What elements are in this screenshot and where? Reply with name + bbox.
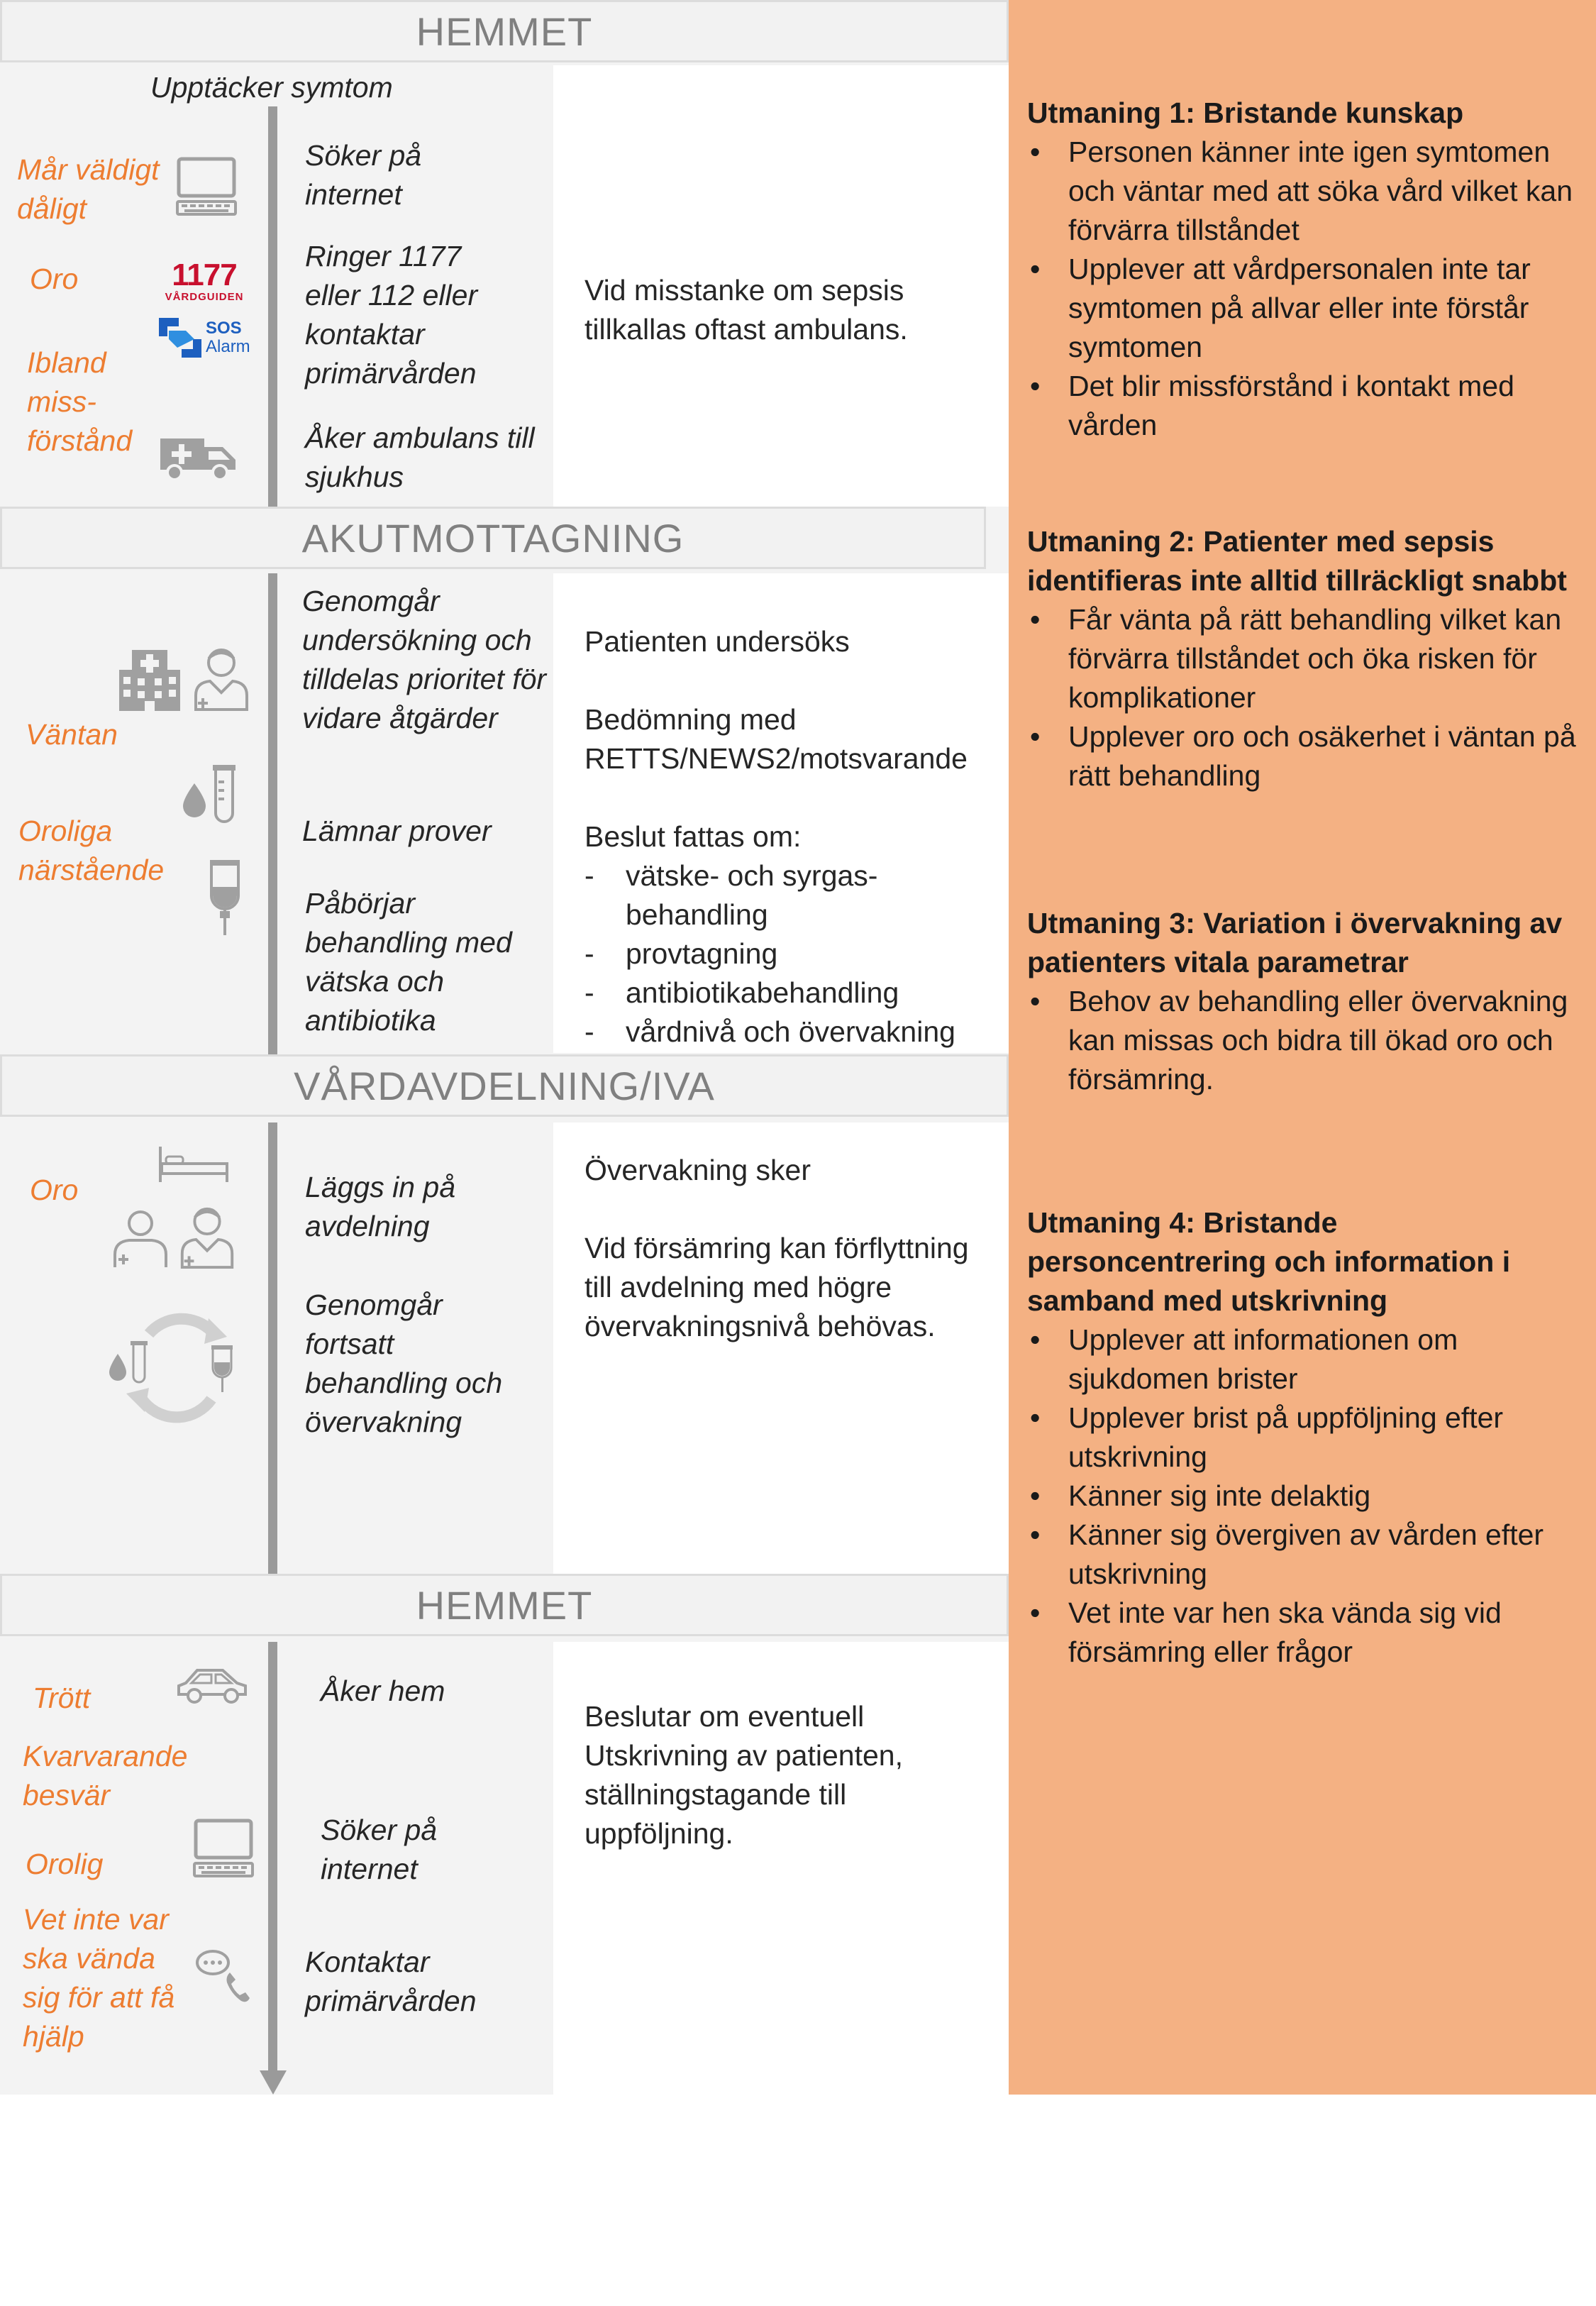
challenge-4	[1027, 1203, 1580, 1672]
detects-symptoms-label: Upptäcker symtom	[150, 71, 393, 104]
emotion-worried-relatives: Oroliga närstående	[18, 815, 165, 886]
action-goes-home: Åker hem	[321, 1675, 445, 1707]
challenge-3-title: Utmaning 3: Variation i övervakning av patienters vitala parametrar	[1027, 907, 1563, 978]
treatment-cycle-icon	[105, 1306, 244, 1426]
emotion-tired: Trött	[33, 1682, 91, 1714]
system-assessment-retts: Bedömning med RETTS/NEWS2/motsvarande	[584, 703, 968, 775]
challenge-2-bullets	[1027, 600, 1580, 795]
computer-icon	[174, 156, 238, 217]
emotion-feels-very-ill: Mår väldigt dåligt	[17, 153, 160, 225]
timeline-segment-4	[268, 1642, 277, 2075]
emotion-worry-ward: Oro	[30, 1174, 79, 1206]
action-search-internet: Söker på internet	[305, 139, 422, 211]
patient-icon	[112, 1209, 169, 1269]
list-item: • Upplever brist på uppföljning efter utskrivning	[1027, 1399, 1580, 1477]
phase-header-home-return: HEMMET	[0, 1574, 1009, 1636]
timeline-segment-2	[268, 573, 277, 1054]
list-item: • Får vänta på rätt behandling vilket kan förvärra tillståndet och öka risken för komplikationer	[1027, 600, 1580, 717]
bed-icon	[157, 1144, 230, 1184]
challenge-1	[1027, 94, 1580, 445]
emotion-doesnt-know-help: Vet inte var ska vända sig för att få hjälp	[23, 1903, 175, 2053]
list-item: • Vet inte var hen ska vända sig vid försämring eller frågor	[1027, 1594, 1580, 1672]
phase-header-home: HEMMET	[0, 0, 1009, 62]
emotion-worry: Oro	[30, 263, 79, 295]
timeline-segment-1	[268, 106, 277, 507]
list-item: - vätske- och syrgas-behandling	[584, 856, 909, 934]
action-starts-treatment: Påbörjar behandling med vätska och antibiotika	[305, 887, 512, 1037]
challenge-3	[1027, 904, 1580, 1099]
list-item: - antibiotikabehandling	[584, 973, 996, 1013]
list-item: • Personen känner inte igen symtomen och väntar med att söka vård vilket kan förvärra tillståndet	[1027, 133, 1580, 250]
iv-bag-icon	[206, 859, 244, 937]
emotion-waiting: Väntan	[26, 718, 118, 751]
system-ambulance-called: Vid misstanke om sepsis tillkallas oftast ambulans.	[584, 274, 908, 346]
timeline-arrowhead	[260, 2070, 287, 2095]
challenge-3-bullets	[1027, 982, 1580, 1099]
vardguiden-1177-logo	[157, 260, 251, 303]
phone-chat-icon	[194, 1948, 251, 2005]
action-examination-priority: Genomgår undersökning och tilldelas prioritet för vidare åtgärder	[302, 585, 547, 734]
sos-alarm-logo-text	[206, 319, 250, 356]
logo-1177-sub: VÅRDGUIDEN	[165, 291, 244, 303]
action-ambulance-to-hospital: Åker ambulans till sjukhus	[305, 421, 535, 493]
hospital-icon	[118, 646, 182, 711]
ambulance-icon	[157, 429, 240, 482]
challenge-2-title: Utmaning 2: Patienter med sepsis identifieras inte alltid tillräckligt snabbt	[1027, 525, 1567, 597]
action-search-internet-home: Söker på internet	[321, 1814, 438, 1885]
list-item: • Upplever att informationen om sjukdomen brister	[1027, 1320, 1580, 1399]
list-item: • Känner sig inte delaktig	[1027, 1477, 1580, 1516]
action-admitted-ward: Läggs in på avdelning	[305, 1171, 456, 1242]
emotion-worried: Orolig	[26, 1848, 104, 1880]
challenge-1-title: Utmaning 1: Bristande kunskap	[1027, 96, 1464, 129]
doctor-icon	[193, 646, 250, 711]
action-leaves-samples: Lämnar prover	[302, 815, 492, 847]
system-decisions-list	[584, 856, 996, 1052]
action-call-1177-112: Ringer 1177 eller 112 eller kontaktar primärvården	[305, 240, 478, 390]
sos-alarm-logo-icon	[157, 312, 203, 363]
system-monitoring-occurs: Övervakning sker	[584, 1154, 811, 1186]
challenge-4-title: Utmaning 4: Bristande personcentrering och information i samband med utskrivning	[1027, 1206, 1511, 1317]
system-emergency-details	[584, 622, 996, 1052]
list-item: • Upplever att vårdpersonalen inte tar symtomen på allvar eller inte förstår symtomen	[1027, 250, 1580, 367]
timeline-segment-3	[268, 1122, 277, 1574]
action-contacts-primary-care: Kontaktar primärvården	[305, 1946, 477, 2017]
phase-header-emergency: AKUTMOTTAGNING	[0, 507, 986, 569]
sos-line1: SOS	[206, 319, 242, 338]
computer-icon	[192, 1818, 255, 1879]
challenge-4-bullets	[1027, 1320, 1580, 1672]
phase-header-ward: VÅRDAVDELNING/IVA	[0, 1054, 1009, 1117]
system-ward-monitoring	[584, 1151, 996, 1346]
emotion-remaining-complaints: Kvarvarande besvär	[23, 1740, 188, 1811]
emotion-misunderstanding: Ibland miss-förstånd	[27, 346, 133, 457]
car-icon	[176, 1665, 250, 1706]
system-deterioration-transfer: Vid försämring kan förflyttning till avdelning med högre övervakningsnivå behövas.	[584, 1232, 969, 1342]
challenge-2	[1027, 522, 1580, 795]
blood-sample-icon	[179, 762, 240, 823]
list-item: • Det blir missförstånd i kontakt med vården	[1027, 367, 1580, 445]
list-item: - provtagning	[584, 934, 996, 973]
list-item: - vårdnivå och övervakning	[584, 1013, 996, 1052]
list-item: • Känner sig övergiven av vården efter utskrivning	[1027, 1516, 1580, 1594]
sos-line2: Alarm	[206, 337, 250, 356]
system-discharge-decision: Beslutar om eventuell Utskrivning av patienten, ställningstagande till uppföljning.	[584, 1700, 903, 1850]
list-item: • Upplever oro och osäkerhet i väntan på rätt behandling	[1027, 717, 1580, 795]
challenge-1-bullets	[1027, 133, 1580, 445]
doctor-icon	[179, 1205, 235, 1269]
action-continued-treatment: Genomgår fortsatt behandling och övervakning	[305, 1289, 503, 1438]
list-item: • Behov av behandling eller övervakning kan missas och bidra till ökad oro och försämring.	[1027, 982, 1580, 1099]
logo-1177-number: 1177	[172, 258, 237, 292]
system-patient-examined: Patienten undersöks	[584, 625, 850, 658]
system-decisions-label: Beslut fattas om:	[584, 820, 802, 853]
